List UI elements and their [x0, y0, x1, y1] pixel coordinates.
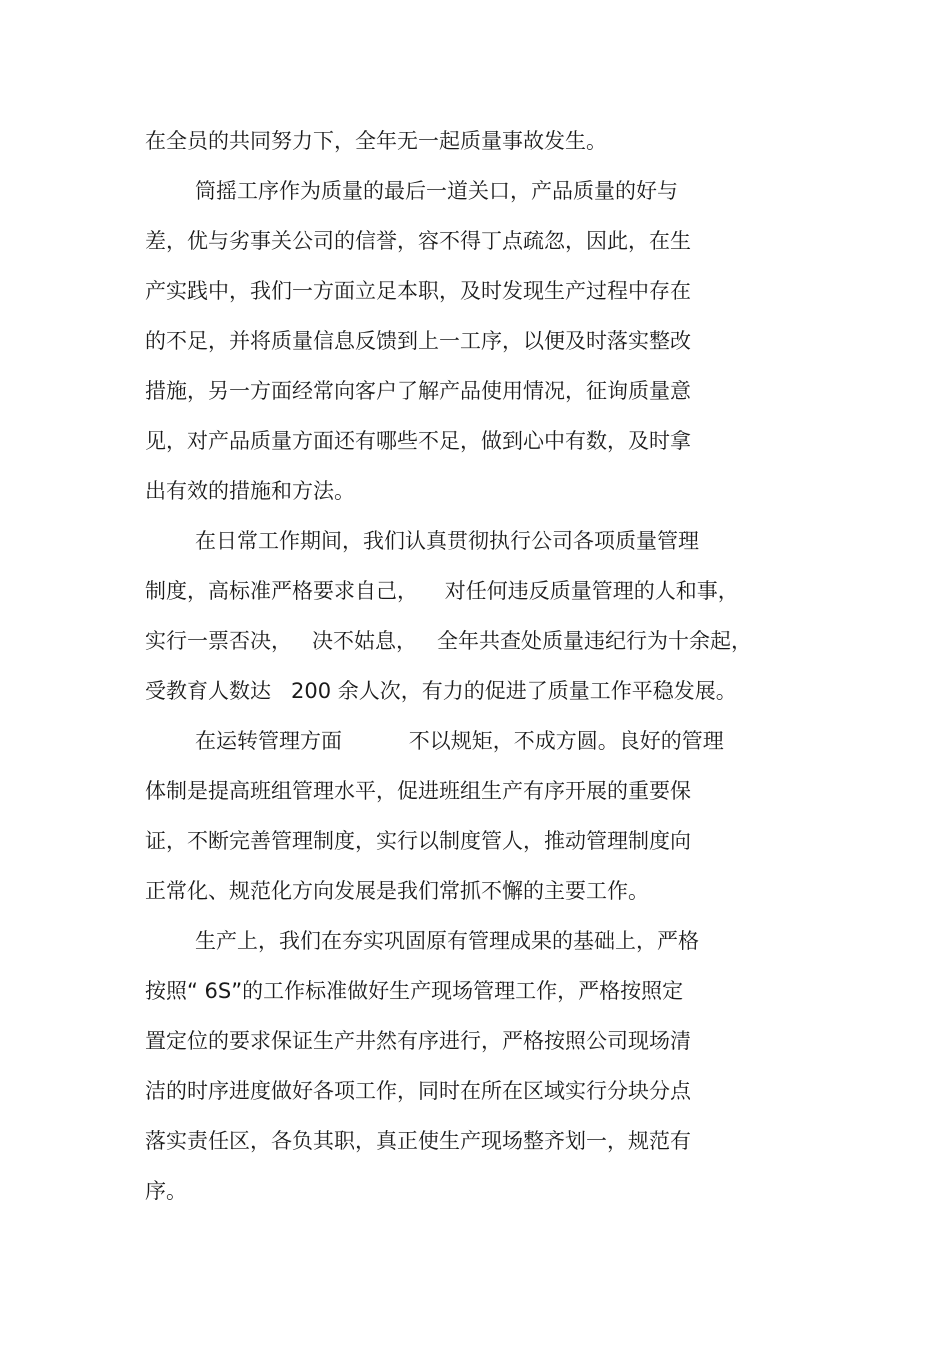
text-line: 制度，高标准严格要求自己， 对任何违反质量管理的人和事， [145, 579, 739, 603]
text-line: 见，对产品质量方面还有哪些不足，做到心中有数，及时拿 [145, 429, 691, 453]
text-line: 产实践中，我们一方面立足本职，及时发现生产过程中存在 [145, 279, 691, 303]
paragraph-first-line: 生产上，我们在夯实巩固原有管理成果的基础上，严格 [195, 929, 699, 953]
text-line: 差，优与劣事关公司的信誉，容不得丁点疏忽，因此，在生 [145, 229, 691, 253]
paragraph-first-line: 在运转管理方面 不以规矩，不成方圆。良好的管理 [195, 729, 724, 753]
text-line: 措施，另一方面经常向客户了解产品使用情况，征询质量意 [145, 379, 691, 403]
text-line: 洁的时序进度做好各项工作，同时在所在区域实行分块分点 [145, 1079, 691, 1103]
text-line: 置定位的要求保证生产井然有序进行，严格按照公司现场清 [145, 1029, 691, 1053]
text-line: 实行一票否决， 决不姑息， 全年共查处质量违纪行为十余起， [145, 629, 753, 653]
paragraph-first-line: 在日常工作期间，我们认真贯彻执行公司各项质量管理 [195, 529, 699, 553]
text-line: 出有效的措施和方法。 [145, 479, 355, 503]
text-line: 体制是提高班组管理水平，促进班组生产有序开展的重要保 [145, 779, 691, 803]
text-line: 序。 [145, 1179, 187, 1203]
paragraph-first-line: 筒摇工序作为质量的最后一道关口，产品质量的好与 [195, 179, 678, 203]
text-line: 证，不断完善管理制度，实行以制度管人，推动管理制度向 [145, 829, 691, 853]
text-line: 落实责任区，各负其职，真正使生产现场整齐划一，规范有 [145, 1129, 691, 1153]
text-line: 按照“ 6S”的工作标准做好生产现场管理工作，严格按照定 [145, 979, 684, 1003]
text-line: 正常化、规范化方向发展是我们常抓不懈的主要工作。 [145, 879, 649, 903]
text-line: 的不足，并将质量信息反馈到上一工序，以便及时落实整改 [145, 329, 691, 353]
text-line: 受教育人数达 200 余人次，有力的促进了质量工作平稳发展。 [145, 679, 737, 703]
text-line: 在全员的共同努力下，全年无一起质量事故发生。 [145, 129, 607, 153]
